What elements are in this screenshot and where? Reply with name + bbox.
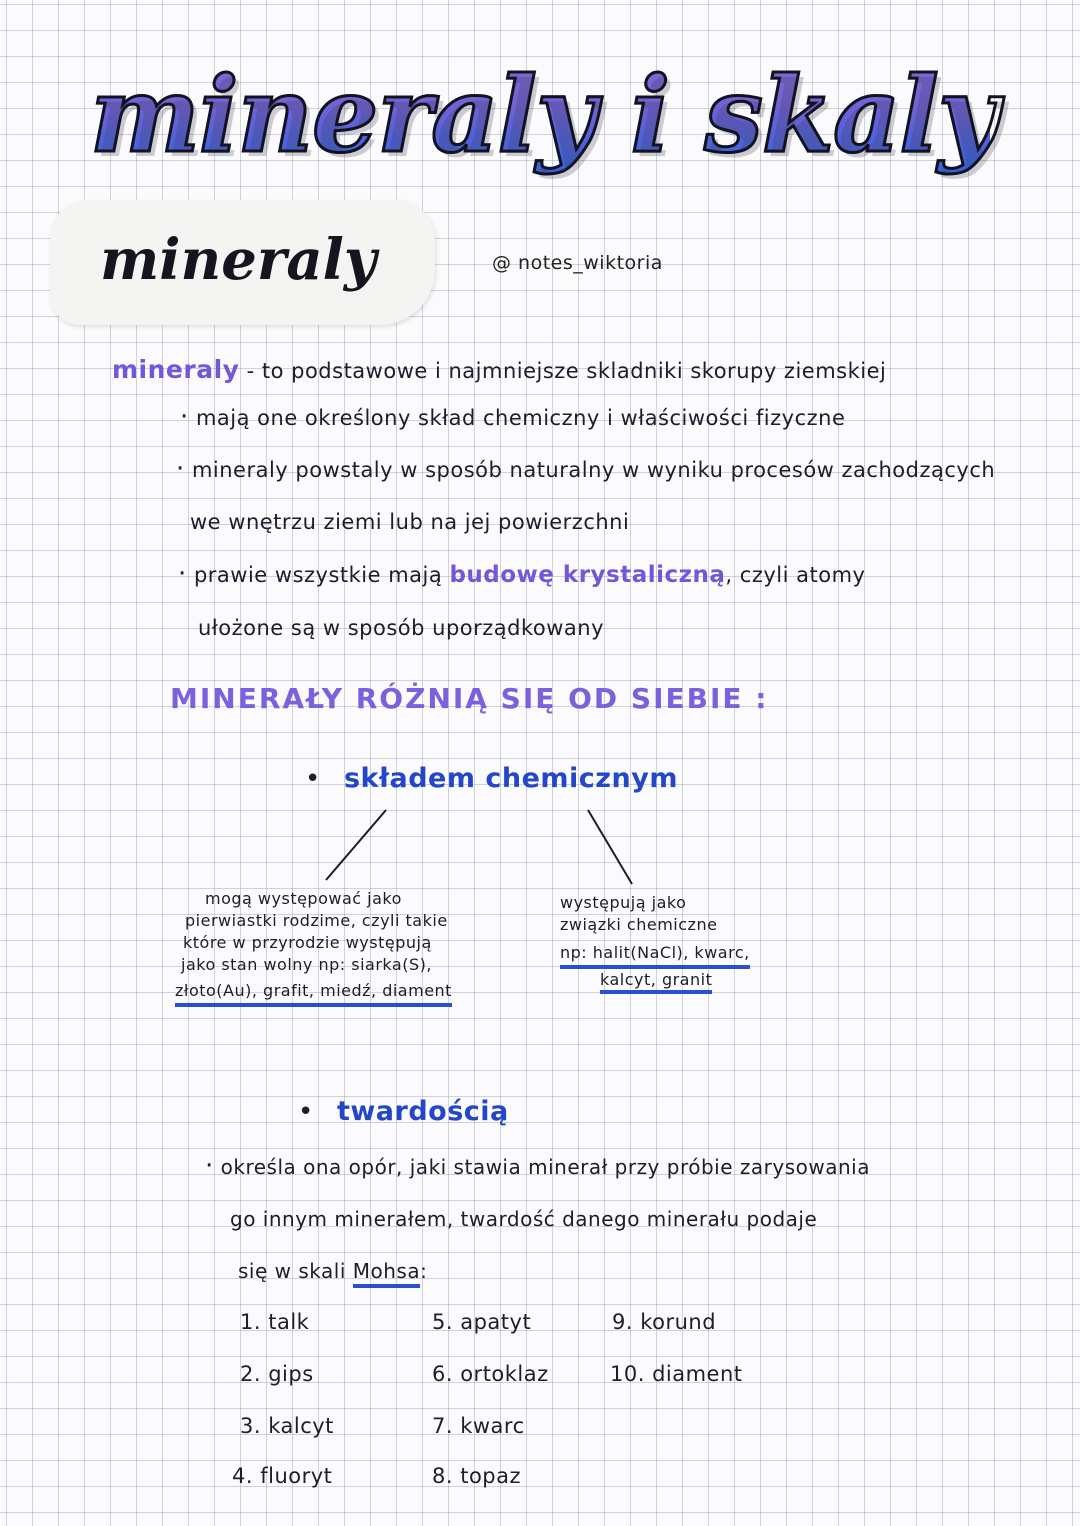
subheading-chemical: składem chemicznym xyxy=(343,763,678,794)
note-line-underlined xyxy=(560,969,750,991)
examples-underlined: kalcyt, granit xyxy=(600,970,712,994)
bullet-dot: · xyxy=(178,559,187,589)
bullet-text-tail: , czyli atomy xyxy=(725,563,866,587)
section-heading: MINERAŁY RÓŻNIĄ SIĘ OD SIEBIE : xyxy=(170,682,769,715)
bullet-text: mają one określony skład chemiczny i właściwości fizyczne xyxy=(195,406,846,430)
right-branch-note xyxy=(560,892,750,991)
scale-item: 1. talk xyxy=(240,1310,310,1334)
bullet-item xyxy=(205,1151,870,1181)
bullet-text: mineraly powstaly w sposób naturalny w wyniku procesów zachodzących xyxy=(191,458,996,482)
highlight-crystalline: budowę krystaliczną xyxy=(449,562,726,588)
note-line: mogą występować jako xyxy=(205,889,402,908)
watermark-handle: @ notes_wiktoria xyxy=(492,252,663,274)
scale-item: 4. fluoryt xyxy=(232,1464,333,1488)
scale-item: 5. apatyt xyxy=(432,1310,532,1334)
paragraph-text: : xyxy=(420,1259,428,1283)
note-line: pierwiastki rodzime, czyli takie xyxy=(185,911,448,930)
page-title: mineraly i skaly xyxy=(90,20,990,210)
definition-text: - to podstawowe i najmniejsze skladniki skorupy ziemskiej xyxy=(239,359,887,383)
bullet-dot: · xyxy=(180,402,189,432)
bullet-text: prawie wszystkie mają xyxy=(193,563,450,587)
note-line-underlined: złoto(Au), grafit, miedź, diament xyxy=(175,980,452,1007)
left-branch-note xyxy=(175,888,452,1007)
scale-item: 6. ortoklaz xyxy=(432,1362,549,1386)
bullet-text: określa ona opór, jaki stawia minerał przy próbie zarysowania xyxy=(220,1155,870,1179)
scale-item: 2. gips xyxy=(240,1362,314,1386)
scale-item: 9. korund xyxy=(612,1310,717,1334)
mohs-scale-label: Mohsa xyxy=(353,1259,420,1288)
bullet-dot: • xyxy=(305,764,321,794)
bullet-continuation: ułożone są w sposób uporządkowany xyxy=(198,616,605,640)
note-line: występują jako xyxy=(560,893,687,912)
note-line: związki chemiczne xyxy=(560,915,718,934)
scale-item: 10. diament xyxy=(610,1362,743,1386)
subheading-hardness: twardością xyxy=(336,1096,509,1127)
scale-item: 3. kalcyt xyxy=(240,1414,334,1438)
scale-item: 8. topaz xyxy=(432,1464,522,1488)
note-line: jako stan wolny np: siarka(S), xyxy=(181,955,432,974)
paragraph-line xyxy=(238,1259,427,1283)
bullet-continuation: we wnętrzu ziemi lub na jej powierzchni xyxy=(190,510,630,534)
section-subtitle: mineraly xyxy=(100,227,377,293)
bullet-dot: • xyxy=(298,1097,314,1127)
bullet-dot: · xyxy=(176,454,185,484)
paragraph-line: go innym minerałem, twardość danego minerału podaje xyxy=(230,1207,818,1231)
scale-item: 7. kwarc xyxy=(432,1414,525,1438)
subheading-item xyxy=(298,1096,509,1127)
bullet-dot: · xyxy=(205,1151,214,1181)
note-line: które w przyrodzie występują xyxy=(183,933,432,952)
definition-term: mineraly xyxy=(112,355,240,384)
paragraph-text: się w skali xyxy=(238,1259,353,1283)
note-line-underlined: np: halit(NaCl), kwarc, xyxy=(560,942,750,969)
